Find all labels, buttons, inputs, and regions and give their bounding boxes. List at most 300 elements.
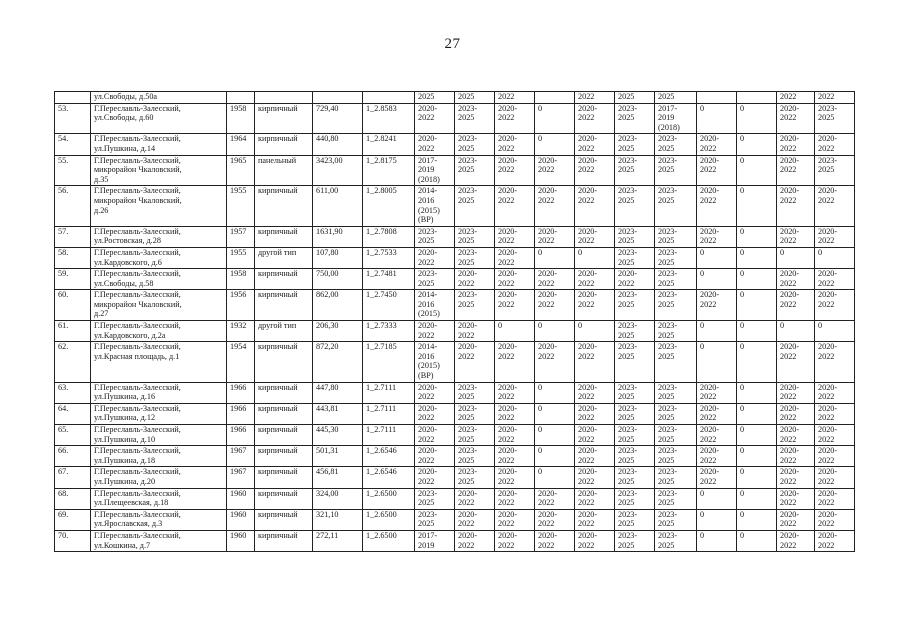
table-cell: 2020- 2022 (495, 530, 535, 551)
table-cell: 2025 (615, 92, 655, 104)
table-cell: 0 (737, 342, 777, 382)
table-cell: 1_2.7808 (363, 226, 415, 247)
table-cell: 0 (737, 446, 777, 467)
table-cell: 2020- 2022 (455, 530, 495, 551)
housing-repair-table (54, 91, 855, 552)
table-cell: 1960 (227, 509, 255, 530)
table-cell: 2020- 2022 (575, 269, 615, 290)
table-cell: 1_2.6546 (363, 446, 415, 467)
table-cell: 1957 (227, 226, 255, 247)
address-cell: Г.Переславль-Залесский, ул.Ярославская, д.3 (91, 509, 227, 530)
table-cell: 2023- 2025 (655, 155, 697, 186)
table-cell: 2020- 2022 (575, 382, 615, 403)
table-cell: 0 (697, 321, 737, 342)
table-cell: 862,00 (313, 290, 363, 321)
table-cell: 2020- 2022 (415, 382, 455, 403)
table-cell: 2020- 2022 (575, 155, 615, 186)
table-cell: 0 (697, 530, 737, 551)
table-cell: 2023- 2025 (455, 103, 495, 134)
row-number-cell: 54. (55, 134, 91, 155)
table-cell: 440,80 (313, 134, 363, 155)
table-cell: 1958 (227, 269, 255, 290)
table-cell: 1956 (227, 290, 255, 321)
table-cell: 2020- 2022 (495, 226, 535, 247)
table-cell: 2020- 2022 (575, 226, 615, 247)
table-cell: 2023- 2025 (615, 403, 655, 424)
table-cell: 2023- 2025 (815, 103, 855, 134)
table-cell: 2020- 2022 (495, 247, 535, 268)
table-cell: 2020- 2022 (495, 342, 535, 382)
table-row (55, 403, 855, 424)
table-cell: 0 (535, 382, 575, 403)
table-cell: 2023- 2025 (415, 226, 455, 247)
address-cell: Г.Переславль-Залесский, ул.Пушкина, д.12 (91, 403, 227, 424)
table-cell: 2020- 2022 (697, 425, 737, 446)
table-cell: 2020- 2022 (815, 467, 855, 488)
table-cell: 0 (737, 155, 777, 186)
table-cell: 2023- 2025 (655, 134, 697, 155)
table-cell: 1631,90 (313, 226, 363, 247)
row-number-cell: 57. (55, 226, 91, 247)
table-cell: 2020- 2022 (495, 509, 535, 530)
table-cell: 2023- 2025 (655, 530, 697, 551)
row-number-cell: 70. (55, 530, 91, 551)
table-cell: 2017- 2019 (2018) (655, 103, 697, 134)
table-cell: 2020- 2022 (777, 403, 815, 424)
table-row (55, 342, 855, 382)
table-cell: 2020- 2022 (697, 467, 737, 488)
address-cell: Г.Переславль-Залесский, микрорайон Чкаловский, д.27 (91, 290, 227, 321)
table-cell: 2023- 2025 (455, 382, 495, 403)
table-cell: 0 (697, 103, 737, 134)
table-cell: 2020- 2022 (495, 103, 535, 134)
address-cell: Г.Переславль-Залесский, ул.Свободы, д.58 (91, 269, 227, 290)
table-cell: кирпичный (255, 382, 313, 403)
table-cell: 2020- 2022 (575, 446, 615, 467)
table-cell: 2020- 2022 (815, 530, 855, 551)
table-row (55, 155, 855, 186)
table-cell: 2020- 2022 (815, 509, 855, 530)
table-cell: 2020- 2022 (415, 467, 455, 488)
table-cell: 2023- 2025 (455, 247, 495, 268)
table-cell: 2023- 2025 (615, 226, 655, 247)
table-cell: 0 (535, 446, 575, 467)
table-cell: 206,30 (313, 321, 363, 342)
table-cell: 2022 (815, 92, 855, 104)
table-cell: 1_2.8175 (363, 155, 415, 186)
table-cell: 2020- 2022 (535, 155, 575, 186)
table-row (55, 425, 855, 446)
table-cell: 2020- 2022 (815, 425, 855, 446)
table-cell: 1955 (227, 186, 255, 226)
table-cell: 107,80 (313, 247, 363, 268)
table-cell: 2017- 2019 (2018) (415, 155, 455, 186)
table-cell: кирпичный (255, 134, 313, 155)
row-number-cell: 60. (55, 290, 91, 321)
table-cell: 2020- 2022 (535, 290, 575, 321)
table-cell: 0 (777, 321, 815, 342)
table-cell: 2020- 2022 (697, 290, 737, 321)
address-cell: Г.Переславль-Залесский, ул.Пушкина, д.14 (91, 134, 227, 155)
table-cell: другой тип (255, 321, 313, 342)
table-row (55, 247, 855, 268)
table-cell: 1_2.8583 (363, 103, 415, 134)
table-cell: 2023- 2025 (455, 226, 495, 247)
table-cell: 2023- 2025 (655, 509, 697, 530)
table-cell: 2020- 2022 (815, 290, 855, 321)
table-cell: 1958 (227, 103, 255, 134)
table-cell: 0 (737, 290, 777, 321)
table-cell: 2020- 2022 (777, 425, 815, 446)
table-cell: другой тип (255, 247, 313, 268)
table-cell: 0 (697, 247, 737, 268)
row-number-cell (55, 92, 91, 104)
table-cell: 2023- 2025 (655, 425, 697, 446)
table-cell: панельный (255, 155, 313, 186)
table-row (55, 290, 855, 321)
table-cell: 447,80 (313, 382, 363, 403)
table-cell: 2023- 2025 (615, 509, 655, 530)
table-cell: 2020- 2022 (535, 488, 575, 509)
address-cell: Г.Переславль-Залесский, ул.Пушкина, д.16 (91, 382, 227, 403)
table-cell: 2020- 2022 (495, 425, 535, 446)
table-cell: 1_2.7333 (363, 321, 415, 342)
table-cell: 2020- 2022 (455, 321, 495, 342)
table-cell: 501,31 (313, 446, 363, 467)
table-row (55, 382, 855, 403)
table-cell: 0 (737, 247, 777, 268)
table-cell: 2020- 2022 (815, 446, 855, 467)
table-cell: 2020- 2022 (777, 226, 815, 247)
table-cell: 2023- 2025 (615, 247, 655, 268)
table-cell: 2025 (415, 92, 455, 104)
table-cell: 2023- 2025 (655, 269, 697, 290)
table-cell: 2023- 2025 (455, 403, 495, 424)
table-cell: 0 (737, 103, 777, 134)
table-cell: кирпичный (255, 186, 313, 226)
table-cell: 0 (737, 467, 777, 488)
address-cell: Г.Переславль-Залесский, ул.Свободы, д.60 (91, 103, 227, 134)
table-cell: 2023- 2025 (655, 342, 697, 382)
row-number-cell: 68. (55, 488, 91, 509)
table-cell: 2023- 2025 (615, 342, 655, 382)
table-cell: 0 (535, 103, 575, 134)
table-cell: 0 (535, 247, 575, 268)
table-cell: 2022 (777, 92, 815, 104)
table-cell: 2020- 2022 (575, 488, 615, 509)
table-cell: 2020- 2022 (415, 403, 455, 424)
table-cell: 0 (737, 509, 777, 530)
table-cell: 1_2.6546 (363, 467, 415, 488)
table-cell: кирпичный (255, 269, 313, 290)
table-cell: 2023- 2025 (615, 155, 655, 186)
table-cell: 324,00 (313, 488, 363, 509)
table-cell: 2020- 2022 (615, 269, 655, 290)
table-cell: 2020- 2022 (415, 321, 455, 342)
table-cell: 1_2.7111 (363, 382, 415, 403)
address-cell: Г.Переславль-Залесский, ул.Пушкина, д.20 (91, 467, 227, 488)
table-cell: 2020- 2022 (455, 269, 495, 290)
row-number-cell: 61. (55, 321, 91, 342)
table-cell: 1_2.7185 (363, 342, 415, 382)
table-cell: 0 (815, 247, 855, 268)
table-cell: 0 (777, 247, 815, 268)
table-cell: 0 (737, 488, 777, 509)
table-cell: 2020- 2022 (495, 134, 535, 155)
address-cell: Г.Переславль-Залесский, ул.Кардовского, д.6 (91, 247, 227, 268)
address-cell: ул.Свободы, д.50а (91, 92, 227, 104)
table-cell: 1966 (227, 403, 255, 424)
table-cell: 750,00 (313, 269, 363, 290)
table-cell: 2020- 2022 (575, 290, 615, 321)
table-cell: 2023- 2025 (615, 467, 655, 488)
table-cell: 2023- 2025 (615, 425, 655, 446)
table-cell: 2020- 2022 (777, 488, 815, 509)
address-cell: Г.Переславль-Залесский, ул.Кошкина, д.7 (91, 530, 227, 551)
table-cell: 1966 (227, 425, 255, 446)
table-cell: 2020- 2022 (495, 467, 535, 488)
table-cell: 1966 (227, 382, 255, 403)
table-cell: 2020- 2022 (815, 186, 855, 226)
table-cell: 0 (697, 488, 737, 509)
table-cell: 2023- 2025 (655, 446, 697, 467)
table-cell: 0 (535, 134, 575, 155)
table-cell: кирпичный (255, 509, 313, 530)
table-cell: 2020- 2022 (777, 509, 815, 530)
table-cell: 2020- 2022 (495, 269, 535, 290)
row-number-cell: 62. (55, 342, 91, 382)
table-cell: 2023- 2025 (655, 382, 697, 403)
table-cell: 2023- 2025 (415, 269, 455, 290)
table-cell: 0 (697, 509, 737, 530)
table-cell (697, 92, 737, 104)
table-cell: 2020- 2022 (535, 530, 575, 551)
row-number-cell: 66. (55, 446, 91, 467)
table-row (55, 92, 855, 104)
table-cell: 2023- 2025 (655, 321, 697, 342)
table-row (55, 103, 855, 134)
table-cell: 2023- 2025 (415, 509, 455, 530)
table-cell: 2020- 2022 (535, 509, 575, 530)
table-cell: 2023- 2025 (615, 446, 655, 467)
table-cell: 0 (535, 467, 575, 488)
table-cell: 2023- 2025 (655, 290, 697, 321)
table-cell: 2020- 2022 (415, 247, 455, 268)
table-cell: 2023- 2025 (455, 186, 495, 226)
table-cell: 0 (737, 530, 777, 551)
table-cell (227, 92, 255, 104)
table-cell: 2020- 2022 (575, 425, 615, 446)
table-cell: 1_2.7111 (363, 403, 415, 424)
table-cell: 2020- 2022 (815, 226, 855, 247)
table-cell: 1967 (227, 467, 255, 488)
table-row (55, 186, 855, 226)
table-cell: 2020- 2022 (495, 382, 535, 403)
table-cell: 611,00 (313, 186, 363, 226)
table-cell: кирпичный (255, 226, 313, 247)
table-cell: 1955 (227, 247, 255, 268)
table-row (55, 226, 855, 247)
table-cell: 2020- 2022 (415, 134, 455, 155)
table-cell (737, 92, 777, 104)
table-cell: 2020- 2022 (697, 382, 737, 403)
table-row (55, 530, 855, 551)
table-cell: 1_2.7111 (363, 425, 415, 446)
table-cell: 2022 (495, 92, 535, 104)
table-cell: 2020- 2022 (575, 467, 615, 488)
table-cell: 2020- 2022 (777, 155, 815, 186)
table-cell (535, 92, 575, 104)
table-cell: 0 (815, 321, 855, 342)
address-cell: Г.Переславль-Залесский, ул.Плещеевская, д.18 (91, 488, 227, 509)
row-number-cell: 64. (55, 403, 91, 424)
table-cell: 321,10 (313, 509, 363, 530)
table-cell: 2020- 2022 (697, 226, 737, 247)
table-cell: 0 (697, 342, 737, 382)
table-cell: 2023- 2025 (655, 226, 697, 247)
table-cell: 2014- 2016 (2015) (ВР) (415, 342, 455, 382)
address-cell: Г.Переславль-Залесский, ул.Ростовская, д.28 (91, 226, 227, 247)
table-cell: 2020- 2022 (495, 446, 535, 467)
table-cell: 2025 (655, 92, 697, 104)
table-cell: 1960 (227, 488, 255, 509)
table-cell: 2023- 2025 (615, 321, 655, 342)
table-cell: 2020- 2022 (495, 488, 535, 509)
table-cell: 445,30 (313, 425, 363, 446)
table-cell: 1_2.6500 (363, 530, 415, 551)
table-cell: 729,40 (313, 103, 363, 134)
table-cell: 0 (535, 403, 575, 424)
table-cell: 0 (495, 321, 535, 342)
table-cell: 2020- 2022 (575, 342, 615, 382)
table-cell: 2020- 2022 (535, 342, 575, 382)
row-number-cell: 58. (55, 247, 91, 268)
row-number-cell: 69. (55, 509, 91, 530)
table-cell: 272,11 (313, 530, 363, 551)
table-cell: 2020- 2022 (415, 446, 455, 467)
table-cell: 2023- 2025 (615, 530, 655, 551)
row-number-cell: 67. (55, 467, 91, 488)
table-cell: 2020- 2022 (777, 103, 815, 134)
table-cell: 2020- 2022 (777, 342, 815, 382)
table-cell: 2020- 2022 (697, 186, 737, 226)
table-cell: 2020- 2022 (815, 488, 855, 509)
table-cell: 2020- 2022 (575, 103, 615, 134)
table-cell: 2020- 2022 (415, 425, 455, 446)
table-cell: 2020- 2022 (777, 290, 815, 321)
table-cell: 1_2.8241 (363, 134, 415, 155)
table-cell (255, 92, 313, 104)
table-row (55, 467, 855, 488)
address-cell: Г.Переславль-Залесский, ул.Пушкина, д.18 (91, 446, 227, 467)
table-cell: 2023- 2025 (615, 488, 655, 509)
table-cell: 1960 (227, 530, 255, 551)
table-cell: 2023- 2025 (655, 403, 697, 424)
table-cell: кирпичный (255, 488, 313, 509)
table-body (55, 92, 855, 552)
table-cell: 2020- 2022 (777, 382, 815, 403)
table-cell: 1954 (227, 342, 255, 382)
table-cell: 872,20 (313, 342, 363, 382)
table-cell: 2020- 2022 (535, 226, 575, 247)
table-cell: кирпичный (255, 290, 313, 321)
table-cell: 2020- 2022 (697, 403, 737, 424)
table-cell: 1_2.6500 (363, 509, 415, 530)
table-row (55, 488, 855, 509)
table-cell: кирпичный (255, 446, 313, 467)
table-cell: 0 (575, 247, 615, 268)
table-cell: 2020- 2022 (777, 186, 815, 226)
table-row (55, 134, 855, 155)
table-cell: 2023- 2025 (615, 134, 655, 155)
table-cell: 3423,00 (313, 155, 363, 186)
table-cell (363, 92, 415, 104)
table-cell: 0 (697, 269, 737, 290)
table-cell: 2020- 2022 (495, 155, 535, 186)
table-cell: 2020- 2022 (777, 467, 815, 488)
table-cell: 1_2.7450 (363, 290, 415, 321)
table-cell: 2023- 2025 (415, 488, 455, 509)
table-cell: кирпичный (255, 530, 313, 551)
table-cell: 2020- 2022 (495, 290, 535, 321)
table-cell: 0 (737, 269, 777, 290)
table-cell: кирпичный (255, 103, 313, 134)
table-cell: 1965 (227, 155, 255, 186)
table-row (55, 446, 855, 467)
table-cell (313, 92, 363, 104)
table-row (55, 321, 855, 342)
address-cell: Г.Переславль-Залесский, ул.Кардовского, д.2а (91, 321, 227, 342)
table-cell: 2023- 2025 (615, 186, 655, 226)
table-cell: 2020- 2022 (815, 382, 855, 403)
table-cell: 1_2.7533 (363, 247, 415, 268)
table-cell: 2023- 2025 (615, 290, 655, 321)
address-cell: Г.Переславль-Залесский, микрорайон Чкаловский, д.35 (91, 155, 227, 186)
table-cell: 2020- 2022 (535, 269, 575, 290)
table-cell: 2020- 2022 (815, 134, 855, 155)
table-cell: 0 (737, 226, 777, 247)
table-cell: 2023- 2025 (455, 134, 495, 155)
table-cell: 2020- 2022 (575, 403, 615, 424)
row-number-cell: 65. (55, 425, 91, 446)
table-row (55, 509, 855, 530)
table-cell: 0 (737, 321, 777, 342)
table-cell: 2020- 2022 (777, 269, 815, 290)
table-cell: 2014- 2016 (2015) (415, 290, 455, 321)
table-cell: 2020- 2022 (575, 509, 615, 530)
table-cell: 1932 (227, 321, 255, 342)
table-cell: 2020- 2022 (815, 342, 855, 382)
table-cell: 2023- 2025 (455, 446, 495, 467)
table-cell: 2023- 2025 (455, 155, 495, 186)
table-cell: 2020- 2022 (455, 488, 495, 509)
table-cell: кирпичный (255, 425, 313, 446)
table-cell: 2020- 2022 (495, 403, 535, 424)
table-cell: 2020- 2022 (815, 403, 855, 424)
table-cell: 0 (737, 134, 777, 155)
table-cell: 2020- 2022 (575, 530, 615, 551)
table-cell: 443,81 (313, 403, 363, 424)
table-cell: 2023- 2025 (615, 103, 655, 134)
table-cell: 2020- 2022 (455, 509, 495, 530)
table-cell: 2014- 2016 (2015) (ВР) (415, 186, 455, 226)
table-cell: 1_2.7481 (363, 269, 415, 290)
table-cell: 2023- 2025 (615, 382, 655, 403)
table-cell: 0 (737, 403, 777, 424)
table-cell: 2025 (455, 92, 495, 104)
table-cell: 2020- 2022 (575, 186, 615, 226)
table-cell: кирпичный (255, 467, 313, 488)
